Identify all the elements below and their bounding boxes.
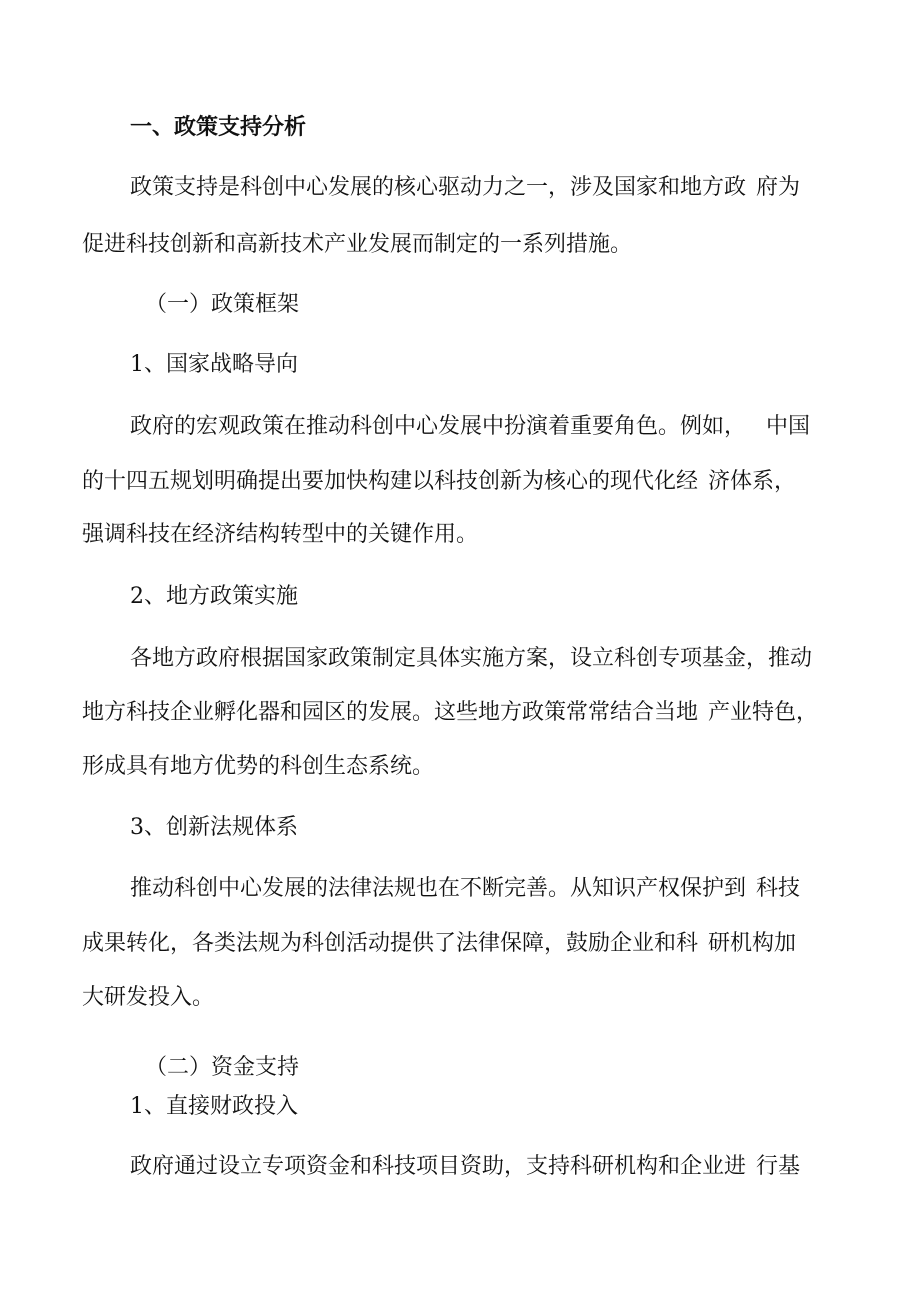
item-heading-national-strategy: 1、国家战略导向: [130, 352, 298, 377]
item3-line-2-a: 成果转化，各类法规为科创活动提供了法律保障，鼓励企业和科: [82, 931, 699, 956]
item2-line-3: 形成具有地方优势的科创生态系统。: [82, 754, 435, 779]
item1-line-1: [130, 412, 810, 442]
item4-line-1-b: 行基: [756, 1154, 801, 1179]
intro-line-1-b: 府为: [756, 175, 801, 200]
item1-line-2-a: 的十四五规划明确提出要加快构建以科技创新为核心的现代化经: [82, 469, 699, 494]
item-heading-fiscal-input: 1、直接财政投入: [130, 1094, 298, 1119]
intro-line-1: [130, 173, 800, 203]
item3-line-2-b: 研机构加: [708, 931, 797, 956]
item2-line-2-a: 地方科技企业孵化器和园区的发展。这些地方政策常常结合当地: [82, 700, 699, 725]
item1-line-3: 强调科技在经济结构转型中的关键作用。: [82, 522, 479, 547]
item3-line-1-a: 推动科创中心发展的法律法规也在不断完善。从知识产权保护到: [130, 876, 747, 901]
subsection-heading-policy-framework: （一）政策框架: [145, 292, 300, 317]
subsection-heading-funding: （二）资金支持: [145, 1055, 300, 1080]
item3-line-1: [130, 874, 800, 904]
intro-line-2: 促进科技创新和高新技术产业发展而制定的一系列措施。: [82, 232, 633, 257]
item1-line-2: [82, 467, 796, 497]
item3-line-3: 大研发投入。: [82, 985, 215, 1010]
item-heading-innovation-law: 3、创新法规体系: [130, 815, 298, 840]
item1-line-1-b: 中国: [766, 414, 811, 439]
item4-line-1-a: 政府通过设立专项资金和科技项目资助，支持科研机构和企业进: [130, 1154, 747, 1179]
item-heading-local-policy: 2、地方政策实施: [130, 584, 298, 609]
intro-line-1-a: 政策支持是科创中心发展的核心驱动力之一，涉及国家和地方政: [130, 175, 747, 200]
item2-line-1: 各地方政府根据国家政策制定具体实施方案，设立科创专项基金，推动: [130, 646, 813, 671]
item2-line-2-b: 产业特色，: [708, 700, 819, 725]
item1-line-2-b: 济体系，: [708, 469, 797, 494]
item2-line-2: [82, 698, 818, 728]
item4-line-1: [130, 1152, 800, 1182]
item3-line-2: [82, 929, 796, 959]
item3-line-1-b: 科技: [756, 876, 801, 901]
item1-line-1-a: 政府的宏观政策在推动科创中心发展中扮演着重要角色。例如，: [130, 414, 747, 439]
section-heading: 一、政策支持分析: [130, 114, 307, 140]
